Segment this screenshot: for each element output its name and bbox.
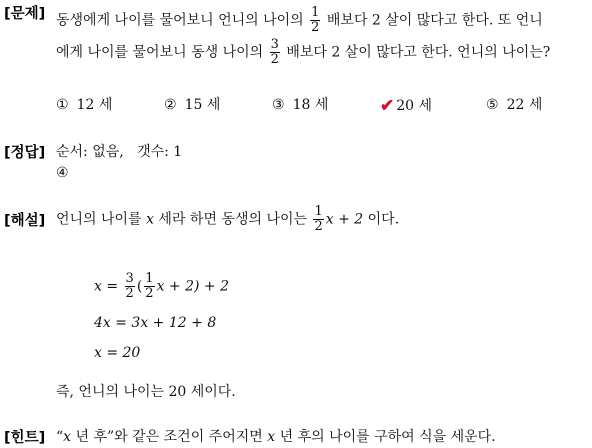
explanation-intro <box>56 205 399 234</box>
problem-line-2-text-a: 에게 나이를 물어보니 동생 나이의 <box>56 44 264 61</box>
intro-expression: x + 2 <box>325 211 364 228</box>
fraction-denominator: 2 <box>314 219 323 234</box>
hint-text-b: 년 후”와 같은 조건이 주어지면 <box>71 429 268 445</box>
problem-line-2 <box>56 38 550 67</box>
hint-text <box>56 428 496 446</box>
eq1-open-paren: ( <box>136 278 143 295</box>
eq1-lhs: x = <box>94 278 119 295</box>
answer-line-2: ④ <box>56 165 69 181</box>
checkmark-icon: ✔ <box>380 96 395 116</box>
answer-line-1: 순서: 없음, 갯수: 1 <box>56 144 183 160</box>
choice-4[interactable] <box>380 96 432 115</box>
problem-line-1 <box>56 6 543 35</box>
fraction-numerator: 1 <box>311 5 320 20</box>
hint-variable-1: x <box>63 429 72 445</box>
intro-text-d: 이다. <box>367 211 400 228</box>
answer-tag: [정답] <box>4 145 46 161</box>
hint-quote-open: “ <box>56 429 64 445</box>
intro-text-a: 언니의 나이를 <box>56 211 142 228</box>
eq1-fraction-three-halves <box>125 272 135 301</box>
fraction-denominator: 2 <box>270 52 279 67</box>
intro-variable: x <box>146 211 154 228</box>
choice-label: 12 세 <box>76 97 113 113</box>
choice-3[interactable] <box>272 96 328 114</box>
intro-text-b: 세라 하면 동생의 나이는 <box>158 211 308 228</box>
equation-1 <box>94 272 229 301</box>
problem-fraction-half <box>310 6 320 35</box>
choice-label: 15 세 <box>184 97 221 113</box>
choice-2[interactable] <box>164 96 220 114</box>
choice-1[interactable] <box>56 96 112 114</box>
choice-marker: ① <box>56 97 69 113</box>
fraction-numerator: 1 <box>314 204 323 219</box>
problem-line-1-text-a: 동생에게 나이를 물어보니 언니의 나이의 <box>56 12 304 29</box>
fraction-denominator: 2 <box>125 286 134 301</box>
hint-text-c: 년 후의 나이를 구하여 식을 세운다. <box>275 429 496 445</box>
explanation-tag: [해설] <box>4 213 46 229</box>
conclusion-text: 즉, 언니의 나이는 20 세이다. <box>56 384 236 400</box>
choice-label: 20 세 <box>396 98 433 114</box>
problem-tag: [문제] <box>4 6 46 22</box>
choice-label: 22 세 <box>506 97 543 113</box>
choice-5[interactable] <box>486 96 542 114</box>
eq1-rest: x + 2) + 2 <box>156 278 229 295</box>
hint-variable-2: x <box>267 429 276 445</box>
fraction-numerator: 1 <box>145 271 154 286</box>
choice-marker: ② <box>164 97 177 113</box>
eq1-fraction-half <box>144 272 154 301</box>
problem-line-1-text-b: 배보다 2 살이 많다고 한다. 또 언니 <box>326 12 543 29</box>
fraction-denominator: 2 <box>311 20 320 35</box>
choice-marker: ⑤ <box>486 97 499 113</box>
hint-tag: [힌트] <box>4 430 46 446</box>
problem-fraction-three-halves <box>270 38 280 67</box>
equation-3: x = 20 <box>94 345 141 361</box>
fraction-denominator: 2 <box>145 286 154 301</box>
fraction-numerator: 3 <box>270 37 279 52</box>
choice-marker: ③ <box>272 97 285 113</box>
fraction-numerator: 3 <box>125 271 134 286</box>
intro-fraction-half <box>313 205 323 234</box>
equation-2: 4x = 3x + 12 + 8 <box>94 315 217 331</box>
choice-label: 18 세 <box>292 97 329 113</box>
problem-line-2-text-b: 배보다 2 살이 많다고 한다. 언니의 나이는? <box>286 44 551 61</box>
